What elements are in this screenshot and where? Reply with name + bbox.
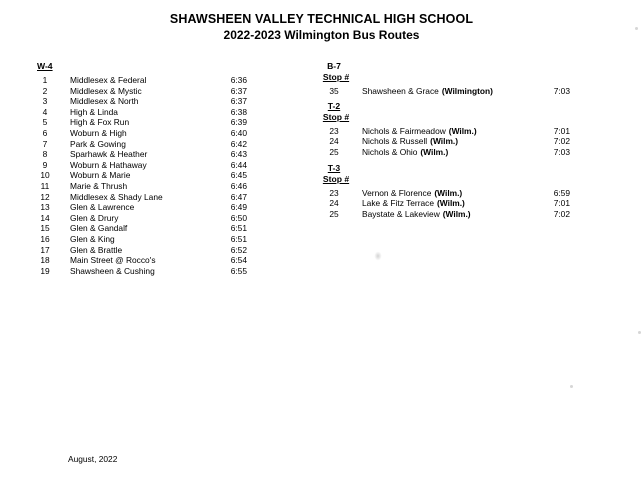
stop-time: 7:01 — [553, 125, 570, 136]
route-label-w4: W-4 — [37, 61, 53, 71]
stop-name: Glen & Gandalf — [70, 223, 128, 234]
bus-stop-row — [35, 202, 247, 213]
stop-number: 12 — [40, 191, 50, 202]
stop-time: 7:03 — [553, 146, 570, 157]
stop-time: 6:49 — [230, 202, 247, 213]
stop-time: 6:47 — [230, 191, 247, 202]
stop-time: 6:52 — [230, 244, 247, 255]
bus-stop-row — [35, 170, 247, 181]
stop-name: Nichols & Fairmeadow (Wilm.) — [362, 125, 477, 136]
stop-number: 2 — [42, 85, 48, 96]
route-label-t2: T-2 — [327, 101, 341, 111]
bus-stop-row — [35, 160, 247, 171]
stop-number: 18 — [40, 255, 50, 266]
route-section-b7 — [318, 61, 570, 96]
scan-artifact — [570, 385, 573, 388]
stop-number: 23 — [329, 125, 339, 136]
route-label-b7: B-7 — [327, 61, 341, 71]
route-section-t2 — [318, 101, 570, 157]
stop-time: 6:46 — [230, 180, 247, 191]
stop-time: 7:01 — [553, 198, 570, 209]
bus-stop-row — [35, 234, 247, 245]
stop-time: 7:02 — [553, 208, 570, 219]
stop-number: 4 — [42, 106, 48, 117]
stop-time: 7:03 — [553, 85, 570, 96]
stop-town: (Wilm.) — [430, 136, 459, 147]
stop-name: Sparhawk & Heather — [70, 149, 148, 160]
stop-number: 11 — [40, 180, 50, 191]
stop-number-header: Stop # — [322, 111, 350, 122]
stop-number: 9 — [42, 159, 48, 170]
bus-stop-row — [35, 223, 247, 234]
route-t2-stop-list — [318, 126, 570, 158]
document-header — [0, 12, 643, 42]
stop-time: 7:02 — [553, 136, 570, 147]
stop-number: 16 — [40, 233, 50, 244]
bus-stop-row — [35, 75, 247, 86]
stop-town: (Wilm.) — [434, 187, 463, 198]
stop-name: Glen & Drury — [70, 212, 119, 223]
stop-number: 25 — [329, 146, 339, 157]
stop-name: High & Fox Run — [70, 117, 130, 128]
stop-time: 6:40 — [230, 127, 247, 138]
route-t3-stop-list — [318, 188, 570, 220]
stop-time: 6:45 — [230, 170, 247, 181]
stop-name: Nichols & Ohio (Wilm.) — [362, 146, 449, 157]
stop-name: Lake & Fitz Terrace (Wilm.) — [362, 198, 465, 209]
stop-number-header: Stop # — [322, 173, 350, 184]
bus-stop-row — [318, 126, 570, 137]
bus-stop-row — [35, 245, 247, 256]
bus-stop-row — [35, 86, 247, 97]
stop-number: 6 — [42, 127, 48, 138]
document-date: August, 2022 — [68, 454, 118, 464]
bus-stop-row — [35, 255, 247, 266]
stop-name: Middlesex & Federal — [70, 75, 147, 85]
scan-artifact — [638, 331, 641, 334]
stop-name: Glen & Brattle — [70, 244, 123, 255]
stop-name: Shawsheen & Cushing — [70, 265, 155, 276]
bus-stop-row — [35, 128, 247, 139]
stop-town: (Wilm.) — [420, 146, 449, 157]
bus-stop-row — [318, 188, 570, 199]
stop-name: Middlesex & North — [70, 96, 139, 107]
stop-time: 6:36 — [230, 75, 247, 85]
stop-number: 25 — [329, 208, 339, 219]
stop-number: 5 — [42, 117, 48, 128]
stop-number: 3 — [42, 96, 48, 107]
stop-number: 17 — [40, 244, 50, 255]
bus-stop-row — [318, 86, 570, 97]
stop-name: Shawsheen & Grace (Wilmington) — [362, 85, 493, 96]
stop-name: Nichols & Russell (Wilm.) — [362, 136, 459, 147]
stop-name: High & Linda — [70, 106, 118, 117]
stop-name: Glen & Lawrence — [70, 202, 135, 213]
stop-time: 6:44 — [230, 159, 247, 170]
document-title: SHAWSHEEN VALLEY TECHNICAL HIGH SCHOOL — [169, 12, 474, 26]
stop-number: 7 — [42, 138, 48, 149]
stop-time: 6:38 — [230, 106, 247, 117]
stop-name: Middlesex & Mystic — [70, 85, 142, 96]
stop-time: 6:43 — [230, 149, 247, 160]
bus-stop-row — [35, 117, 247, 128]
stop-name: Glen & King — [70, 233, 115, 244]
document-subtitle: 2022-2023 Wilmington Bus Routes — [223, 28, 420, 42]
route-w4-stop-list — [35, 75, 247, 276]
route-section-w4 — [35, 61, 247, 276]
stop-name: Woburn & High — [70, 127, 127, 138]
stop-name: Park & Gowing — [70, 138, 126, 149]
stop-time: 6:42 — [230, 138, 247, 149]
stop-number: 19 — [40, 265, 50, 276]
stop-name: Main Street @ Rocco's — [70, 255, 156, 266]
bus-stop-row — [35, 192, 247, 203]
bus-stop-row — [318, 209, 570, 220]
stop-number: 1 — [42, 75, 48, 85]
bus-stop-row — [35, 107, 247, 118]
stop-number: 8 — [42, 149, 48, 160]
stop-number: 24 — [329, 198, 339, 209]
stop-number: 10 — [40, 170, 50, 181]
stop-town: (Wilm.) — [448, 125, 477, 136]
stop-name: Middlesex & Shady Lane — [70, 191, 163, 202]
bus-stop-row — [318, 198, 570, 209]
bus-stop-row — [318, 147, 570, 158]
stop-time: 6:51 — [230, 233, 247, 244]
stop-time: 6:37 — [230, 85, 247, 96]
bus-stop-row — [318, 136, 570, 147]
stop-town: (Wilm.) — [437, 198, 465, 209]
stop-name: Woburn & Marie — [70, 170, 131, 181]
stop-time: 6:39 — [230, 117, 247, 128]
bus-stop-row — [35, 139, 247, 150]
scan-artifact — [374, 251, 382, 261]
bus-stop-row — [35, 96, 247, 107]
route-label-t3: T-3 — [327, 163, 341, 173]
stop-name: Baystate & Lakeview (Wilm.) — [362, 208, 471, 219]
stop-number: 13 — [40, 202, 50, 213]
stop-time: 6:55 — [230, 265, 247, 276]
stop-town: (Wilm.) — [442, 208, 471, 219]
stop-number: 35 — [329, 85, 339, 96]
stop-name: Marie & Thrush — [70, 180, 128, 191]
stop-time: 6:37 — [230, 96, 247, 107]
stop-time: 6:51 — [230, 223, 247, 234]
bus-stop-row — [35, 181, 247, 192]
bus-stop-row — [35, 213, 247, 224]
route-b7-stop-list — [318, 86, 570, 97]
bus-stop-row — [35, 266, 247, 277]
stop-number: 15 — [40, 223, 50, 234]
stop-town: (Wilmington) — [441, 85, 493, 96]
stop-time: 6:50 — [230, 212, 247, 223]
stop-time: 6:59 — [553, 187, 570, 198]
stop-number: 23 — [329, 187, 339, 198]
route-section-t3 — [318, 163, 570, 219]
stop-number: 14 — [40, 212, 50, 223]
stop-number-header: Stop # — [322, 71, 350, 82]
stop-number: 24 — [329, 136, 339, 147]
bus-stop-row — [35, 149, 247, 160]
stop-name: Woburn & Hathaway — [70, 159, 147, 170]
stop-name: Vernon & Florence (Wilm.) — [362, 187, 463, 198]
stop-time: 6:54 — [230, 255, 247, 266]
